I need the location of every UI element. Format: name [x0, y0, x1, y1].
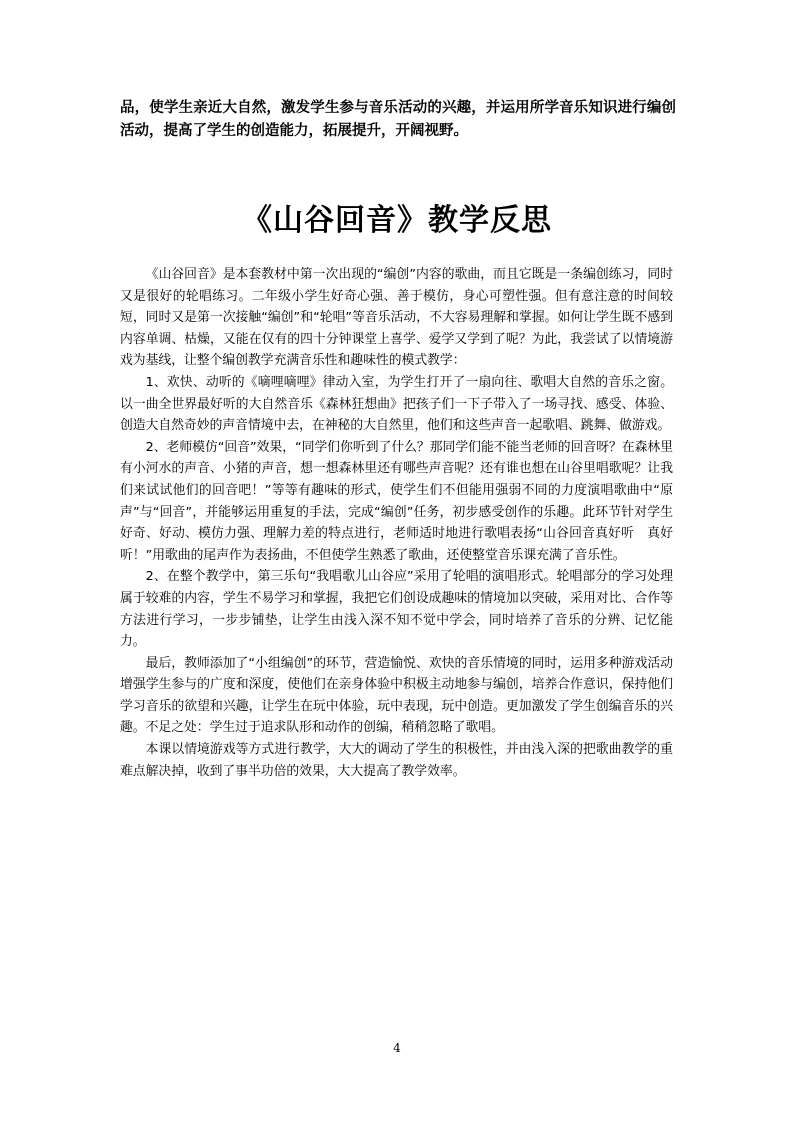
- body-paragraph: 2、在整个教学中，第三乐句“我唱歌儿山谷应”采用了轮唱的演唱形式。轮唱部分的学习处理属于较难的内容，学生不易学习和掌握，我把它们创设成趣味的情境加以突破，采用对比、合作等方法进行学习，一步步铺垫，让学生由浅入深不知不觉中学会，同时培养了音乐的分辨、记忆能力。: [120, 569, 673, 650]
- body-paragraph: 《山谷回音》是本套教材中第一次出现的“编创”内容的歌曲，而且它既是一条编创练习，同时又是很好的轮唱练习。二年级小学生好奇心强、善于模仿，身心可塑性强。但有意注意的时间较短，同时又是第一次接触“编创”和“轮唱”等音乐活动，不大容易理解和掌握。如何让学生既不感到内容单调、枯燥，又能在仅有的四十分钟课堂上喜学、爱学又学到了呢？为此，我尝试了以情境游戏为基线，让整个编创教学充满音乐性和趣味性的模式教学：: [120, 267, 673, 369]
- body-paragraph: 2、老师模仿“回音”效果，“同学们你听到了什么？那同学们能不能当老师的回音呀？在森林里有小河水的声音、小猪的声音，想一想森林里还有哪些声音呢？还有谁也想在山谷里唱歌呢？让我们来试试他们的回音吧！”等等有趣味的形式，使学生们不但能用强弱不同的力度演唱歌曲中“原声”与“回音”，并能够运用重复的手法，完成“编创”任务，初步感受创作的乐趣。此环节针对学生好奇、好动、模仿力强、理解力差的特点进行，老师适时地进行歌唱表扬“山谷回音真好听 真好听！”用歌曲的尾声作为表扬曲，不但使学生熟悉了歌曲，还使整堂音乐课充满了音乐性。: [120, 439, 673, 563]
- body-paragraph: 本课以情境游戏等方式进行教学，大大的调动了学生的积极性，并由浅入深的把歌曲教学的重难点解决掉，收到了事半功倍的效果，大大提高了教学效率。: [120, 742, 673, 779]
- document-body: [120, 264, 673, 782]
- page-title: 《山谷回音》教学反思: [242, 203, 552, 238]
- body-paragraph: 1、欢快、动听的《嘀哩嘀哩》律动入室，为学生打开了一扇向往、歌唱大自然的音乐之窗。以一曲全世界最好听的大自然音乐《森林狂想曲》把孩子们一下子带入了一场寻找、感受、体验、创造大自然奇妙的声音情境中去，在神秘的大自然里，他们和这些声音一起歌唱、跳舞、做游戏。: [120, 374, 673, 434]
- page-number: 4: [393, 1041, 401, 1055]
- intro-paragraph: 品，使学生亲近大自然，激发学生参与音乐活动的兴趣，并运用所学音乐知识进行编创活动，提高了学生的创造能力，拓展提升，开阔视野。: [120, 100, 676, 139]
- body-paragraph: 最后，教师添加了“小组编创”的环节，营造愉悦、欢快的音乐情境的同时，运用多种游戏活动增强学生参与的广度和深度，使他们在亲身体验中积极主动地参与编创，培养合作意识，保持他们学习音乐的欲望和兴趣，让学生在玩中体验，玩中表现，玩中创造。更加激发了学生创编音乐的兴趣。不足之处：学生过于追求队形和动作的创编，稍稍忽略了歌唱。: [120, 655, 673, 736]
